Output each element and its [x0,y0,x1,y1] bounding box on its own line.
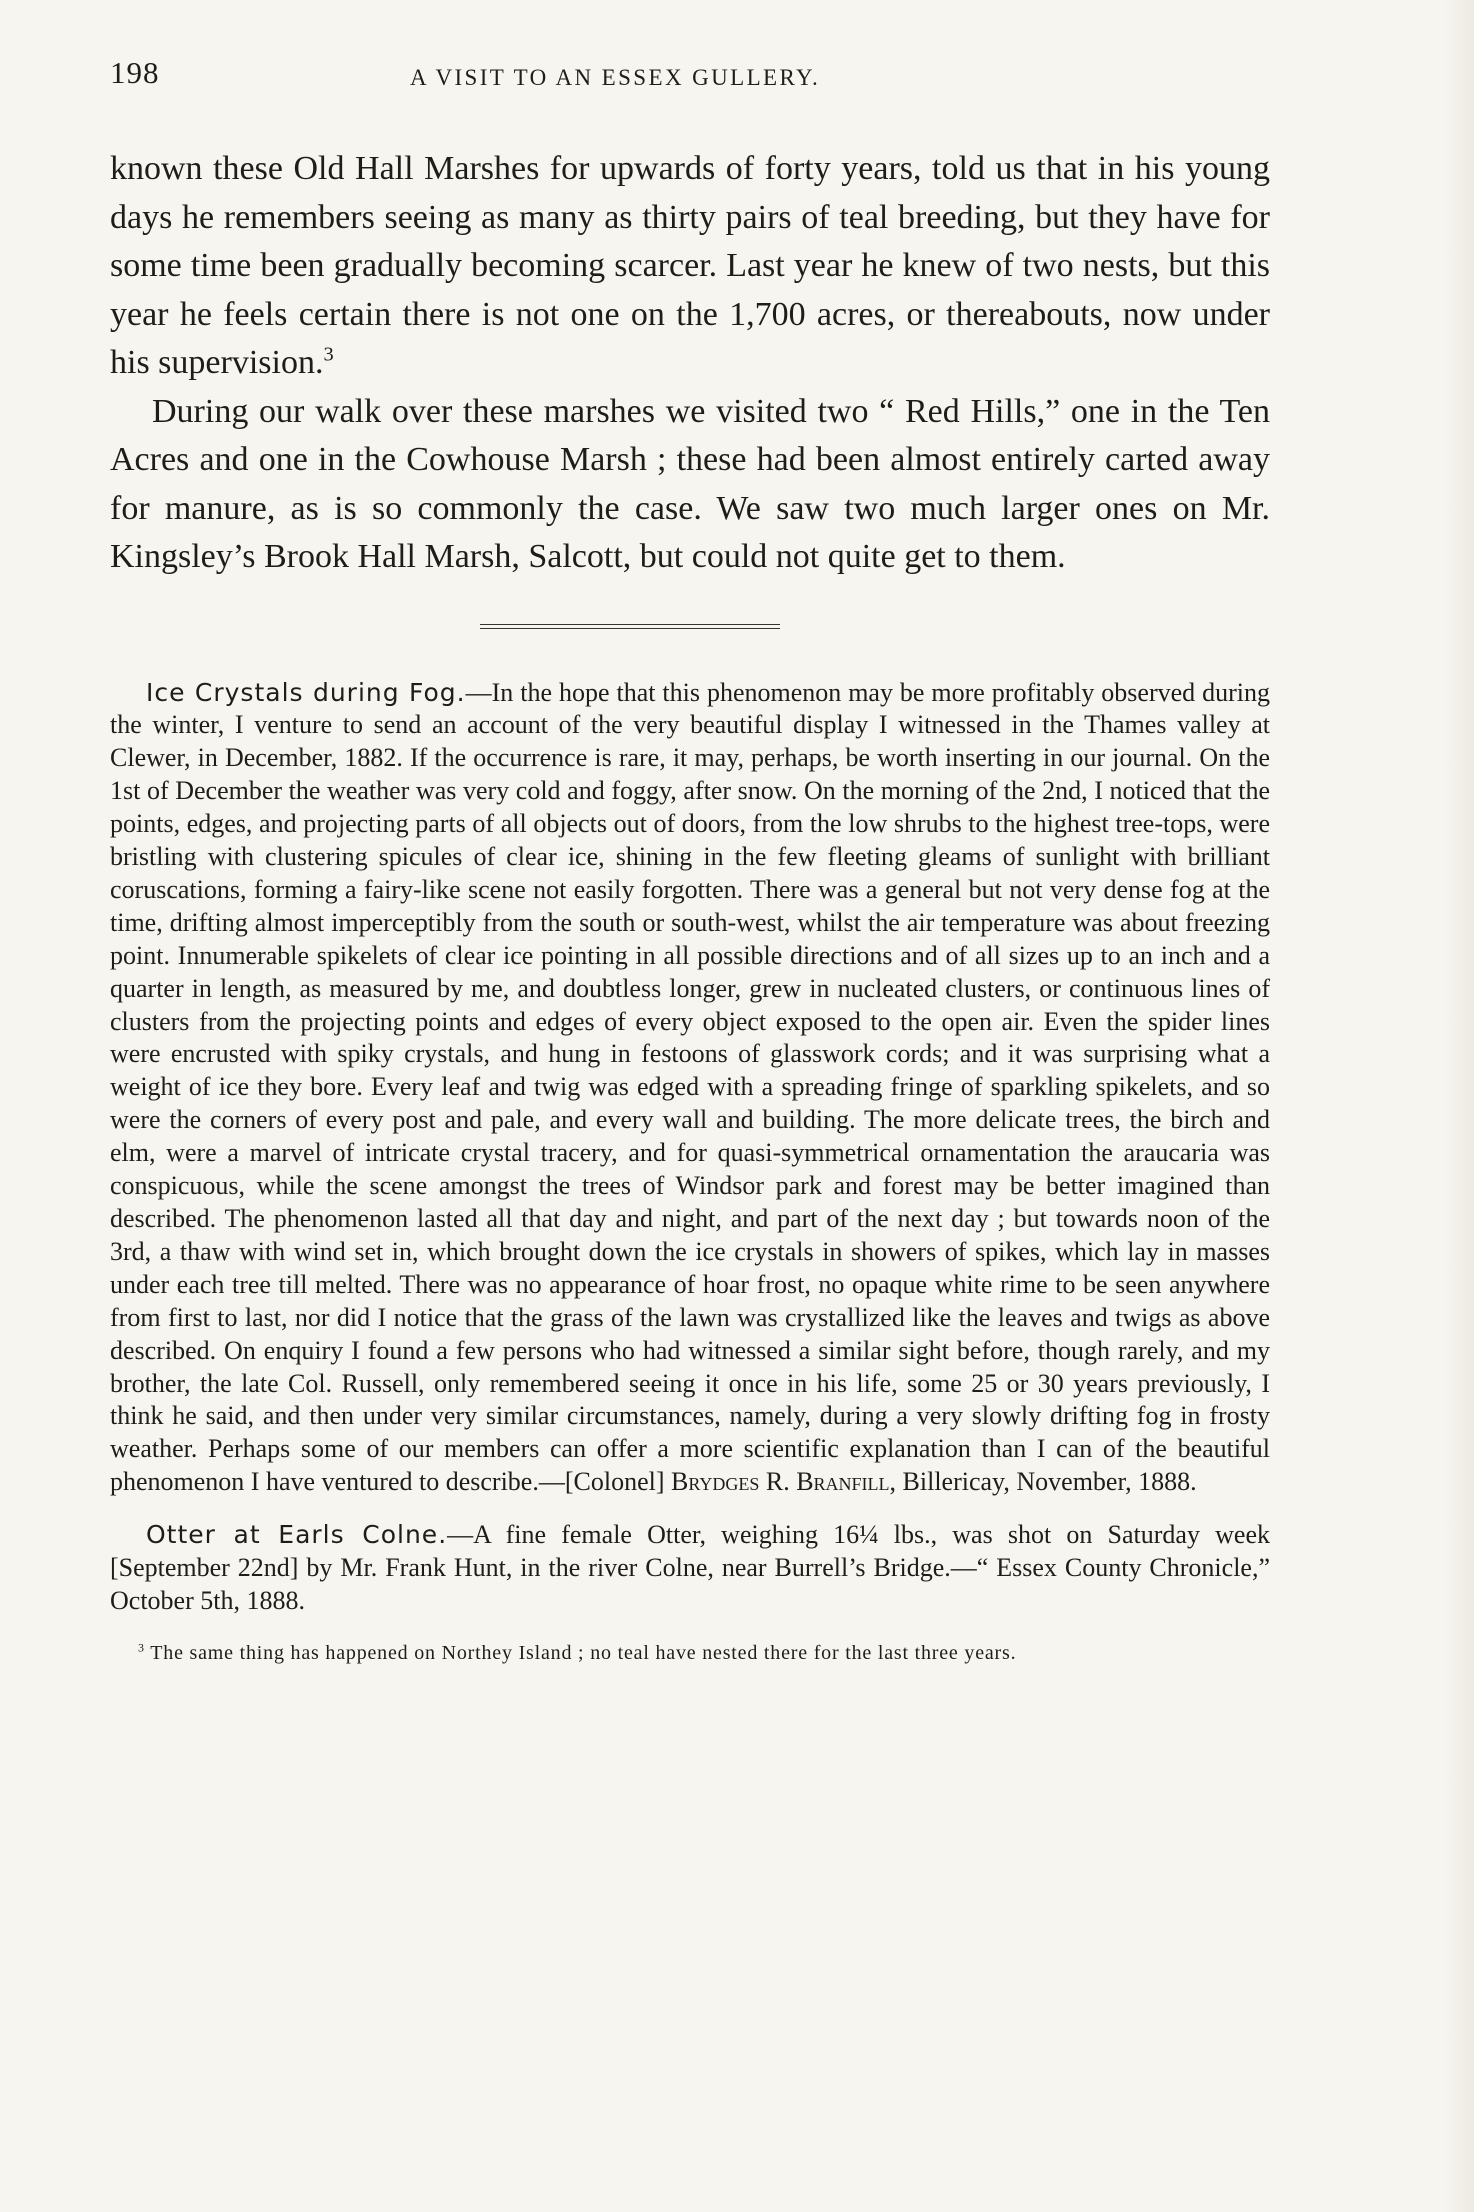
page-header [110,55,1270,105]
section-divider [480,624,780,629]
running-title: A VISIT TO AN ESSEX GULLERY. [410,65,821,90]
footnote-marker: 3 [138,1640,145,1655]
note-otter [110,1519,1270,1618]
note-signature: Brydges R. Branfill [671,1467,890,1497]
scan-edge [1444,0,1474,2212]
note-heading-otter: Otter at Earls Colne. [146,1520,448,1550]
footnote-text: The same thing has happened on Northey Island ; no teal have nested there for the last three years. [144,1641,1017,1664]
main-text [110,145,1270,582]
note-ice-crystals [110,677,1270,1500]
note-heading-ice: Ice Crystals during Fog. [146,677,466,707]
paragraph-2: During our walk over these marshes we visited two “ Red Hills,” one in the Ten Acres and one in the Cowhouse Marsh ; these had been almost entirely carted away for manure, as is so commonly the case. We saw two much larger ones on Mr. Kingsley’s Brook Hall Marsh, Salcott, but could not quite get to them. [110,392,1270,575]
footnote-ref: 3 [323,343,334,366]
note-body-ice: —In the hope that this phenomenon may be more profitably observed during the winter, I venture to send an account of the very beautiful display I witnessed in the Thames valley at Clewer, in December, 1882. If the occurrence is rare, it may, perhaps, be worth inserting in our journal. On the 1st of December the weather was very cold and foggy, after snow. On the morning of the 2nd, I noticed that the points, edges, and projecting parts of all objects out of doors, from the low shrubs to the highest tree-tops, were bristling with clustering spicules of clear ice, shining in the few fleeting gleams of sunlight with brilliant coruscations, forming a fairy-like scene not easily forgotten. There was a general but not very dense fog at the time, drifting almost imperceptibly from the south or south-west, whilst the air temperature was about freezing point. Innumerable spikelets of clear ice pointing in all possible directions and of all sizes up to an inch and a quarter in length, as measured by me, and doubtless longer, grew in nucleated clusters, or continuous lines of clusters from the projecting points and edges of every object exposed to the open air. Even the spider lines were encrusted with spiky crystals, and hung in festoons of glasswork cords; and it was surprising what a weight of ice they bore. Every leaf and twig was edged with a spreading fringe of sparkling spikelets, and so were the corners of every post and pale, and every wall and building. The more delicate trees, the birch and elm, were a marvel of intricate crystal tracery, and for quasi-symmetrical ornamentation the araucaria was conspicuous, while the scene amongst the trees of Windsor park and forest may be better imagined than described. The phenomenon lasted all that day and night, and part of the next day ; but towards noon of the 3rd, a thaw with wind set in, which brought down the ice crystals in showers of spikes, which lay in masses under each tree till melted. There was no appearance of hoar frost, no opaque white rime to be seen anywhere from first to last, nor did I notice that the grass of the lawn was crystallized like the leaves and twigs as above described. On enquiry I found a few persons who had witnessed a similar sight before, though rarely, and my brother, the late Col. Russell, only remembered seeing it once in his life, some 25 or 30 years previously, I think he said, and then under very similar circumstances, namely, during a very slowly drifting fog in frosty weather. Perhaps some of our members can offer a more scientific explanation than I can of the beautiful phenomenon I have ventured to describe.—[Colonel] [110,677,1270,1497]
paragraph-1 [110,145,1270,388]
note-body-otter: —A fine female Otter, weighing 16¼ lbs., was shot on Saturday week [September 22nd] by Mr. Frank Hunt, in the river Colne, near Burrell’s Bridge.—“ Essex County Chronicle,” October 5th, 1888. [110,1520,1271,1615]
footnote [110,1640,1270,1666]
book-page [110,55,1270,1666]
note-signature-tail: , Billericay, November, 1888. [889,1467,1197,1497]
page-number: 198 [110,55,160,90]
paragraph-1-text: known these Old Hall Marshes for upwards of forty years, told us that in his young days he remembers seeing as many as thirty pairs of teal breeding, but they have for some time been gradually becoming scarcer. Last year he knew of two nests, but this year he feels certain there is not one on the 1,700 acres, or thereabouts, now under his supervision. [110,150,1270,381]
